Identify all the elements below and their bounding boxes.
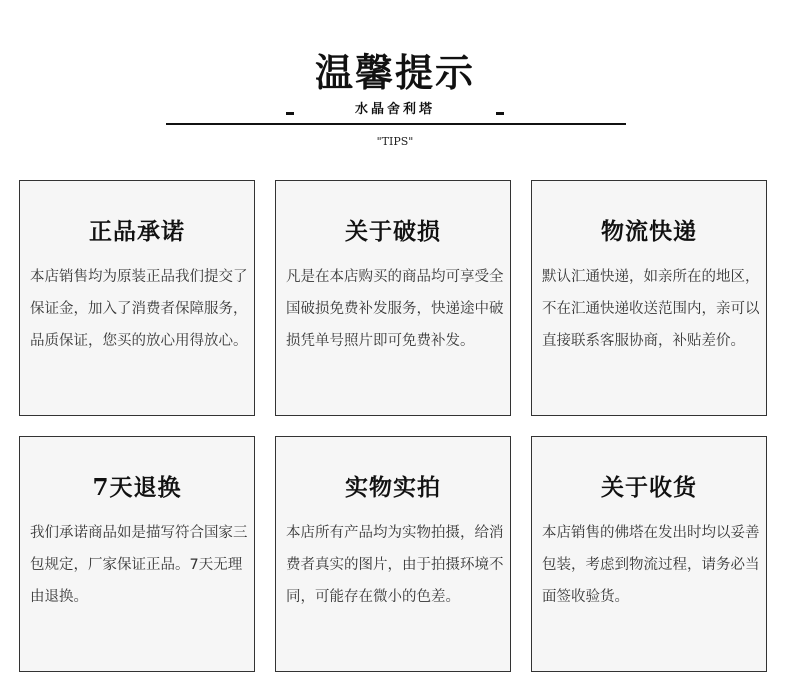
card-body: 本店销售的佛塔在发出时均以妥善包装，考虑到物流过程，请务必当面签收验货。 — [542, 525, 760, 605]
card-title: 关于破损 — [345, 218, 441, 245]
card-title: 关于收货 — [601, 474, 697, 501]
card-genuine-promise — [19, 180, 255, 416]
card-body: 凡是在本店购买的商品均可享受全国破损免费补发服务，快递途中破损凭单号照片即可免费补发。 — [286, 269, 504, 349]
card-body: 默认汇通快递，如亲所在的地区，不在汇通快递收送范围内，亲可以直接联系客服协商，补贴差价。 — [542, 269, 760, 349]
card-real-photos — [275, 436, 511, 672]
card-damage-policy — [275, 180, 511, 416]
card-title: 物流快递 — [601, 218, 697, 245]
card-body: 本店销售均为原装正品我们提交了保证金，加入了消费者保障服务，品质保证，您买的放心用得放心。 — [30, 269, 248, 349]
card-title: 7天退换 — [92, 474, 182, 501]
card-title: 正品承诺 — [89, 218, 185, 245]
card-shipping — [531, 180, 767, 416]
card-title: 实物实拍 — [345, 474, 441, 501]
card-body: 本店所有产品均为实物拍摄，给消费者真实的图片，由于拍摄环境不同，可能存在微小的色差。 — [286, 525, 504, 605]
card-7-day-return — [19, 436, 255, 672]
page-subtitle: 水晶舍利塔 — [354, 102, 435, 117]
card-body: 我们承诺商品如是描写符合国家三包规定，厂家保证正品。7天无理由退换。 — [30, 525, 248, 605]
page-title: 温馨提示 — [314, 50, 475, 95]
card-receiving-goods — [531, 436, 767, 672]
tips-label: "TIPS" — [376, 135, 414, 148]
